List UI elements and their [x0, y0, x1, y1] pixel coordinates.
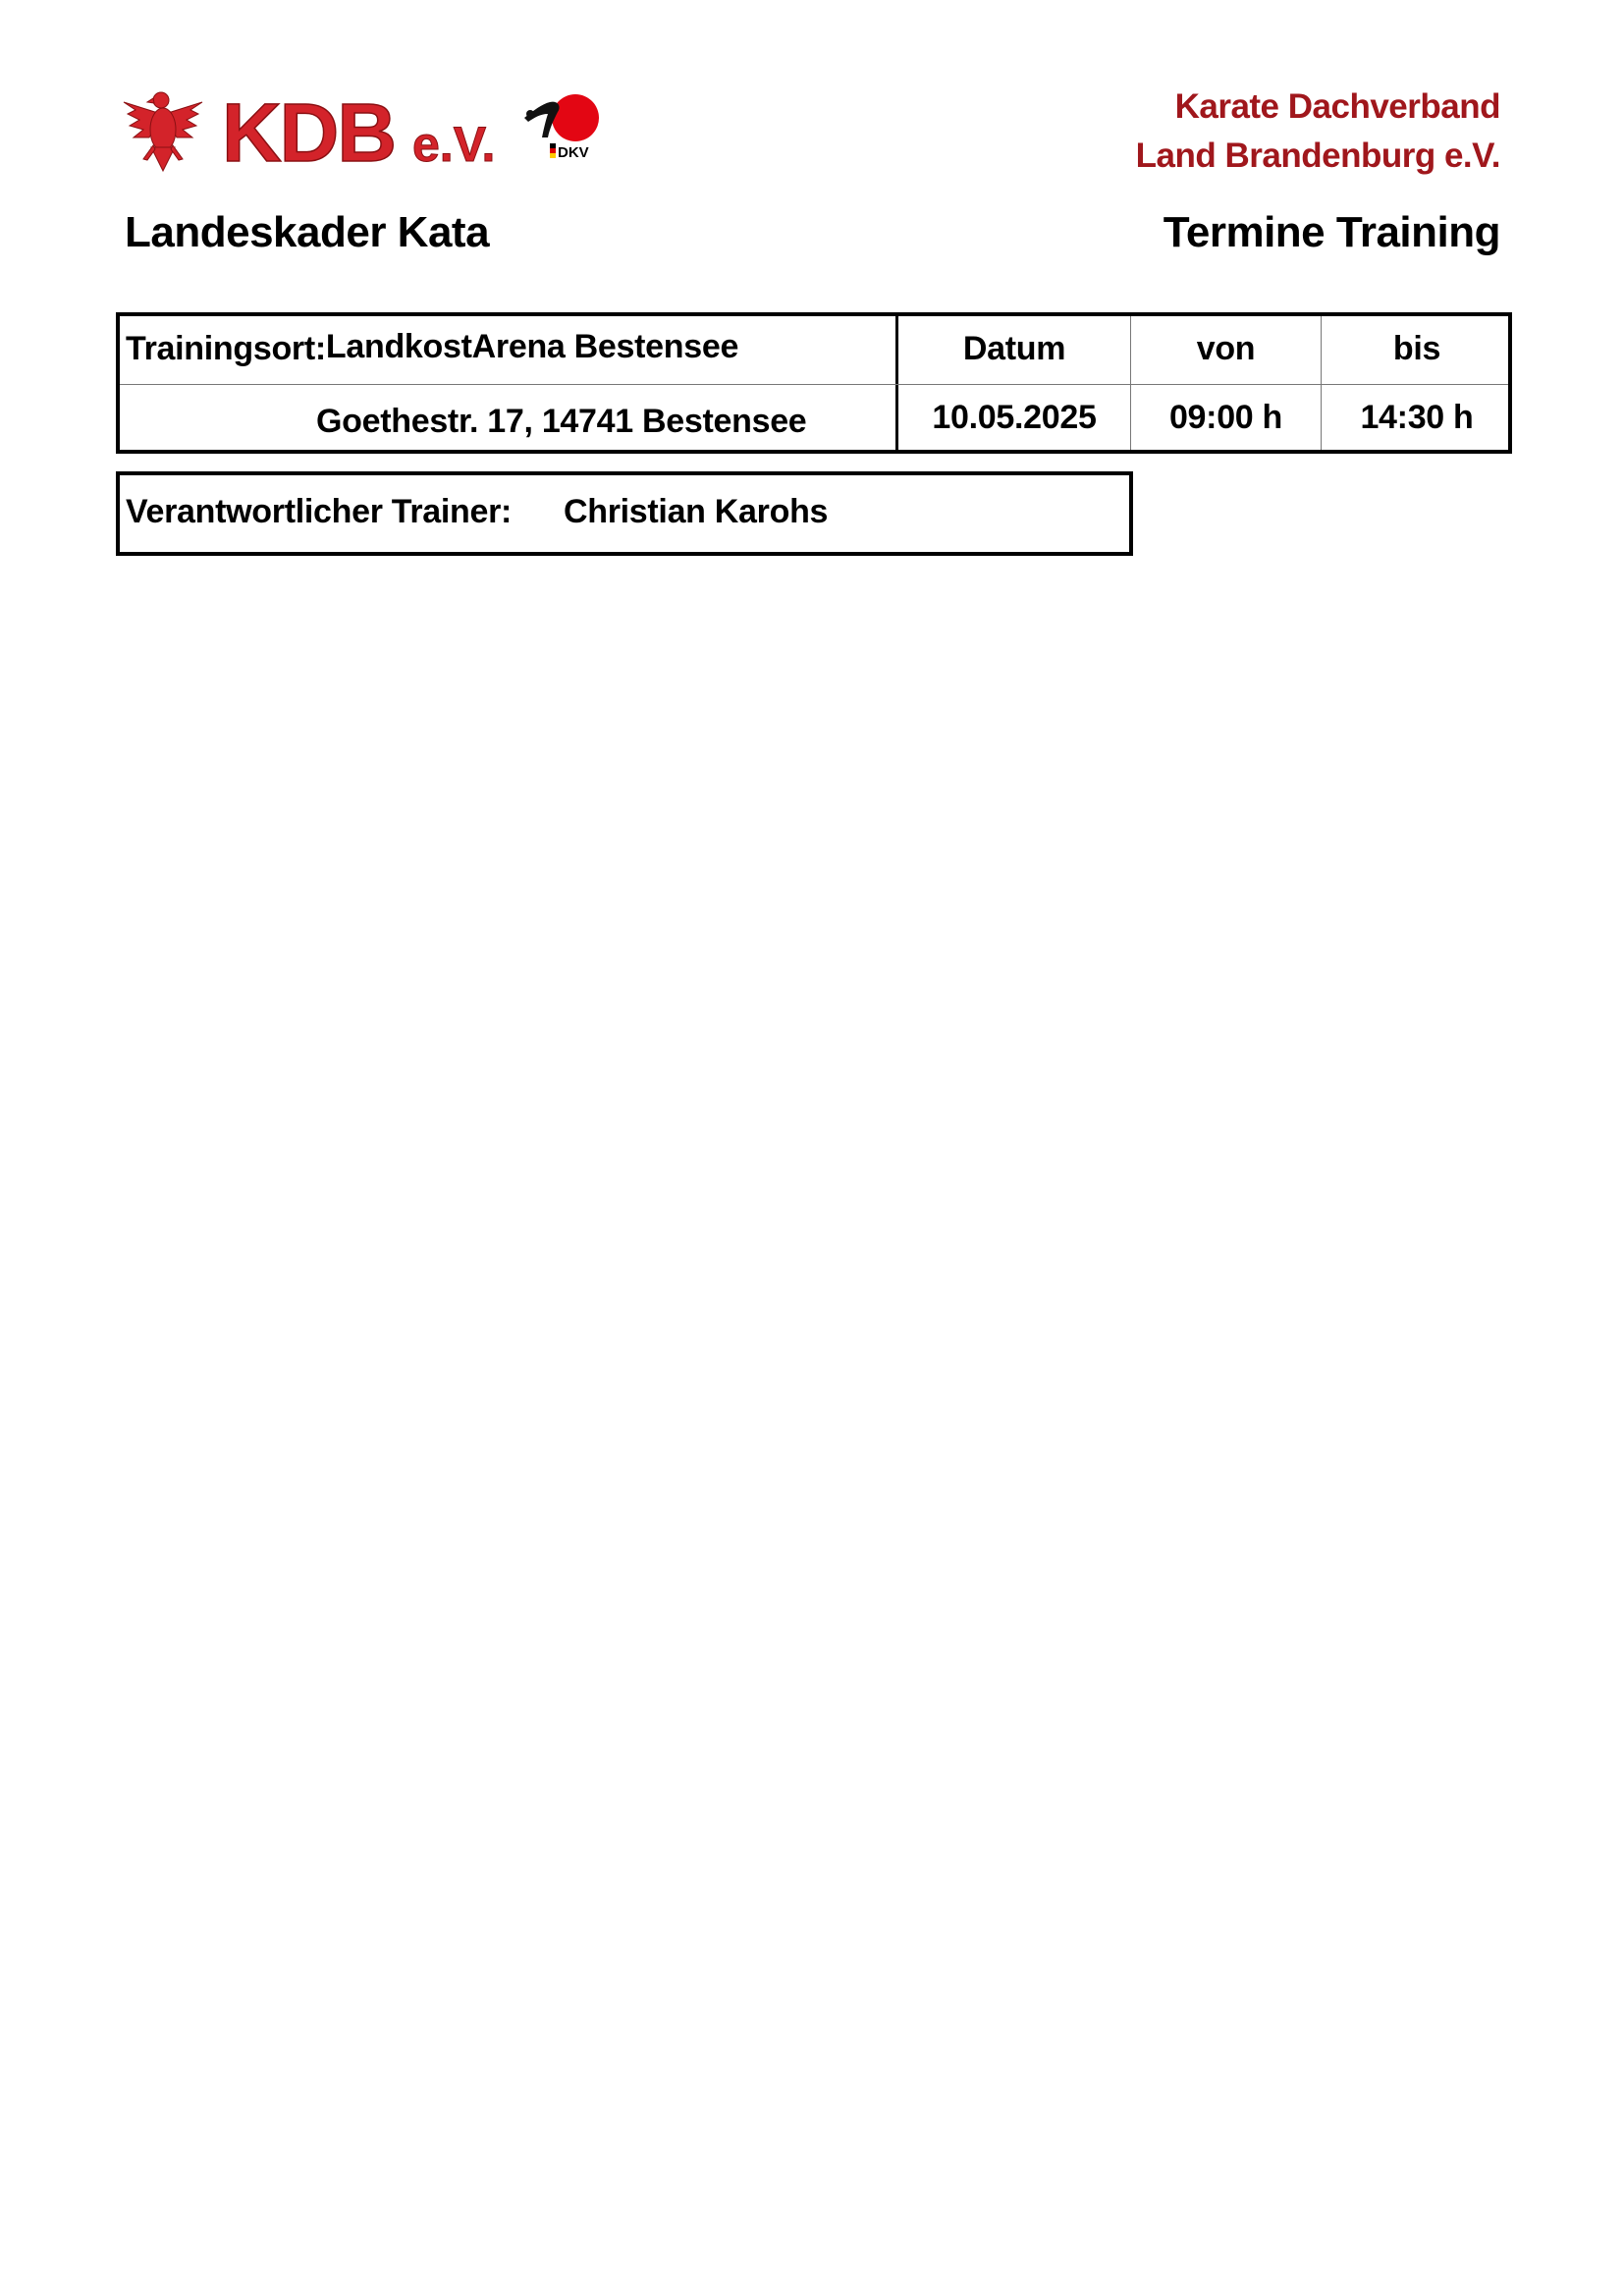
page-subtitle: Termine Training: [1163, 208, 1500, 256]
table-row-divider: [120, 384, 1508, 385]
trainer-name: Christian Karohs: [564, 493, 829, 530]
column-header-datum: Datum: [962, 330, 1066, 367]
dkv-logo-icon: [524, 94, 599, 161]
dkv-label: DKV: [558, 144, 589, 161]
training-end-time: 14:30 h: [1360, 399, 1474, 436]
logo-ev-text: e.V.: [412, 117, 496, 172]
training-location-address: Goethestr. 17, 14741 Bestensee: [316, 403, 807, 440]
page-title: Landeskader Kata: [125, 208, 490, 256]
column-header-von: von: [1196, 330, 1256, 367]
trainer-box: [116, 471, 1133, 556]
trainer-label: Verantwortlicher Trainer:: [126, 493, 513, 530]
column-header-bis: bis: [1392, 330, 1441, 367]
logo-kdb-text: KDB: [222, 86, 395, 179]
org-name-line-1: Karate Dachverband: [1174, 87, 1500, 126]
training-start-time: 09:00 h: [1168, 399, 1283, 436]
training-location-label: Trainingsort:: [126, 330, 326, 367]
organisation-name: [1136, 82, 1500, 181]
brandenburg-eagle-icon: [124, 92, 202, 171]
training-date: 10.05.2025: [932, 399, 1097, 436]
training-location-name: LandkostArena Bestensee: [325, 328, 739, 365]
training-table: [116, 312, 1512, 454]
kdb-logo: [118, 84, 609, 179]
org-name-line-2: Land Brandenburg e.V.: [1135, 137, 1500, 175]
